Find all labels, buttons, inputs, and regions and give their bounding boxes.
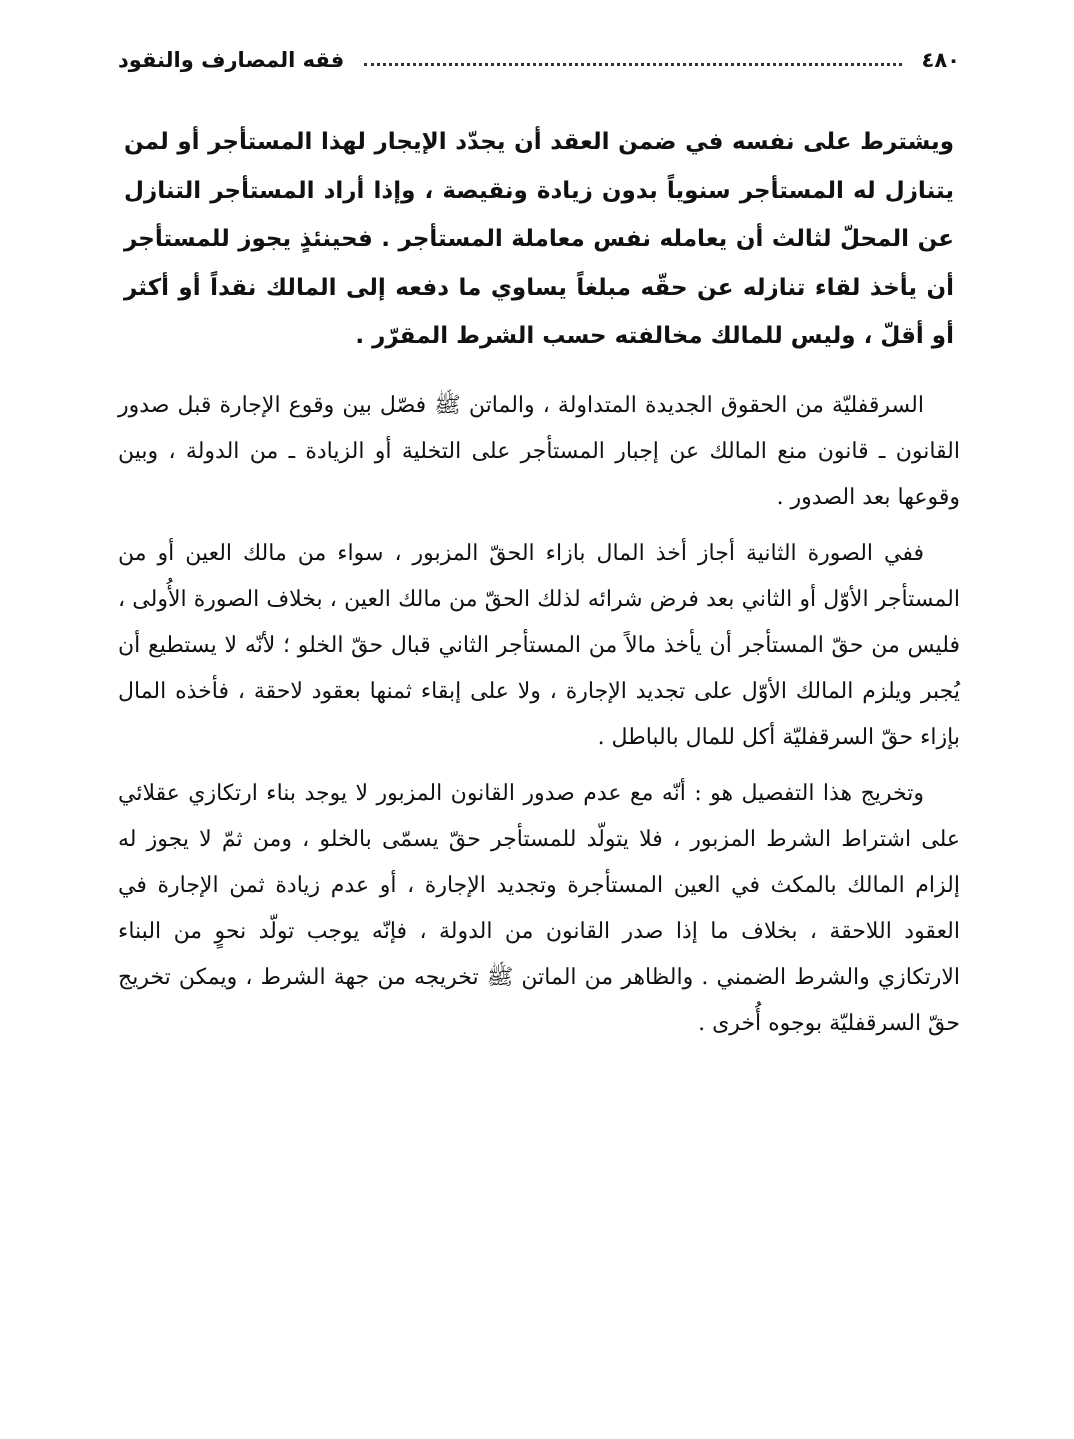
body-paragraph-3: وتخريج هذا التفصيل هو : أنّه مع عدم صدور القانون المزبور لا يوجد بناء ارتكازي عقلائي على اشتراط الشرط المزبور ، فلا يتولّد للمستأجر حقّ يسمّى بالخلو ، ومن ثمّ لا يجوز له إلزام المالك بالمكث في العين المستأجرة وتجديد الإجارة ، أو عدم زيادة ثمن الإجارة في العقود اللاحقة ، بخلاف ما إذا صدر القانون من الدولة ، فإنّه يوجب تولّد نحوٍ من البناء الارتكازي والشرط الضمني . والظاهر من الماتن ﷺ تخريجه من جهة الشرط ، ويمكن تخريج حقّ السرقفليّة بوجوه أُخرى . [118,780,960,1036]
quoted-text-bold: ويشترط على نفسه في ضمن العقد أن يجدّد الإيجار لهذا المستأجر أو لمن يتنازل له المستأجر سنوياً بدون زيادة ونقيصة ، وإذا أراد المستأجر التنازل عن المحلّ لثالث أن يعامله نفس معاملة المستأجر . فحينئذٍ يجوز للمستأجر أن يأخذ لقاء تنازله عن حقّه مبلغاً يساوي ما دفعه إلى المالك نقداً أو أكثر أو أقلّ ، وليس للمالك مخالفته حسب الشرط المقرّر . [124,129,954,349]
body-paragraph-2: ففي الصورة الثانية أجاز أخذ المال بازاء الحقّ المزبور ، سواء من مالك العين أو من المستأجر الأوّل أو الثاني بعد فرض شرائه لذلك الحقّ من مالك العين ، بخلاف الصورة الأُولى ، فليس من حقّ المستأجر أن يأخذ مالاً من المستأجر الثاني قبال حقّ الخلو ؛ لأنّه لا يستطيع أن يُجبر ويلزم المالك الأوّل على تجديد الإجارة ، ولا على إبقاء ثمنها بعقود لاحقة ، فأخذه المال بإزاء حقّ السرقفليّة أكل للمال بالباطل . [118,540,960,750]
header-dot-leader [364,63,901,66]
page-number: ٤٨٠ [921,48,960,72]
running-title: فقه المصارف والنقود [118,48,345,72]
page-body [118,118,960,1057]
page-header [118,38,960,82]
body-paragraph-1: السرقفليّة من الحقوق الجديدة المتداولة ، والماتن ﷺ فصّل بين وقوع الإجارة قبل صدور القانون ـ قانون منع المالك عن إجبار المستأجر على التخلية أو الزيادة ـ من الدولة ، وبين وقوعها بعد الصدور . [118,392,960,510]
